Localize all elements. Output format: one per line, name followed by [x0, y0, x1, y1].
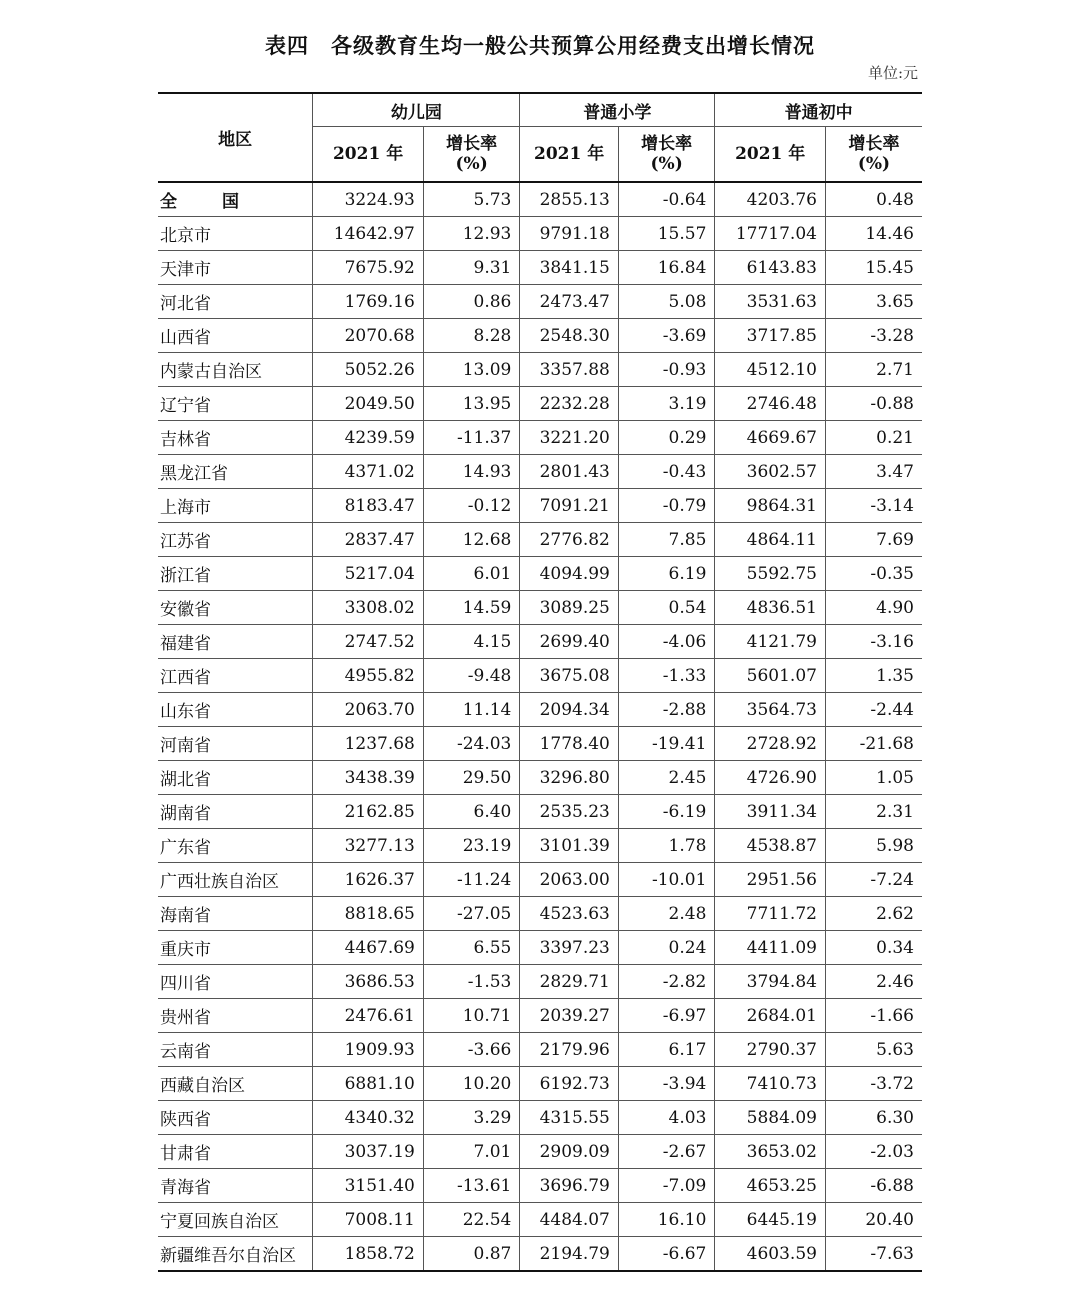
kindergarten-value-cell: 2070.68	[313, 319, 424, 353]
junior-middle-value-cell: 4512.10	[715, 353, 826, 387]
table-row	[158, 1033, 922, 1067]
primary-school-value-cell: 2801.43	[520, 455, 619, 489]
primary-school-rate-cell: 1.78	[618, 829, 715, 863]
kindergarten-value-cell: 1909.93	[313, 1033, 424, 1067]
primary-school-value-cell: 2194.79	[520, 1237, 619, 1272]
junior-middle-value-cell: 2684.01	[715, 999, 826, 1033]
junior-middle-value-cell: 5592.75	[715, 557, 826, 591]
primary-school-rate-cell: 0.24	[618, 931, 715, 965]
kindergarten-value-cell: 2747.52	[313, 625, 424, 659]
primary-school-rate-cell: -0.64	[618, 182, 715, 217]
kindergarten-rate-cell: 22.54	[423, 1203, 520, 1237]
table-body	[158, 182, 922, 1271]
table-row	[158, 727, 922, 761]
junior-middle-value-cell: 2951.56	[715, 863, 826, 897]
table-row	[158, 421, 922, 455]
primary-school-value-cell: 4523.63	[520, 897, 619, 931]
kindergarten-rate-cell: -0.12	[423, 489, 520, 523]
primary-school-rate-cell: 3.19	[618, 387, 715, 421]
primary-school-rate-cell: -0.43	[618, 455, 715, 489]
kindergarten-rate-cell: -27.05	[423, 897, 520, 931]
primary-school-value-cell: 9791.18	[520, 217, 619, 251]
junior-middle-rate-cell: -0.88	[825, 387, 922, 421]
region-cell: 浙江省	[158, 557, 313, 591]
junior-middle-rate-cell: 14.46	[825, 217, 922, 251]
region-cell: 内蒙古自治区	[158, 353, 313, 387]
kindergarten-rate-cell: 14.59	[423, 591, 520, 625]
kindergarten-value-cell: 4467.69	[313, 931, 424, 965]
primary-school-value-cell: 2063.00	[520, 863, 619, 897]
primary-school-rate-cell: 5.08	[618, 285, 715, 319]
junior-middle-value-cell: 3531.63	[715, 285, 826, 319]
junior-middle-rate-cell: 1.05	[825, 761, 922, 795]
junior-middle-rate-cell: 5.98	[825, 829, 922, 863]
kindergarten-value-cell: 8183.47	[313, 489, 424, 523]
kindergarten-value-cell: 4239.59	[313, 421, 424, 455]
junior-middle-value-cell: 4411.09	[715, 931, 826, 965]
primary-school-value-cell: 3675.08	[520, 659, 619, 693]
primary-school-rate-cell: -7.09	[618, 1169, 715, 1203]
junior-middle-year-header: 2021 年	[715, 127, 826, 183]
kindergarten-value-cell: 7008.11	[313, 1203, 424, 1237]
junior-middle-value-cell: 2746.48	[715, 387, 826, 421]
region-cell: 辽宁省	[158, 387, 313, 421]
junior-middle-value-cell: 2728.92	[715, 727, 826, 761]
kindergarten-rate-cell: -13.61	[423, 1169, 520, 1203]
junior-middle-value-cell: 3602.57	[715, 455, 826, 489]
junior-middle-value-cell: 4538.87	[715, 829, 826, 863]
junior-middle-rate-cell: -3.72	[825, 1067, 922, 1101]
kindergarten-rate-cell: 12.93	[423, 217, 520, 251]
junior-middle-value-cell: 3717.85	[715, 319, 826, 353]
primary-school-value-cell: 2776.82	[520, 523, 619, 557]
kindergarten-rate-cell: 14.93	[423, 455, 520, 489]
junior-middle-rate-cell: 1.35	[825, 659, 922, 693]
junior-middle-rate-cell: 0.34	[825, 931, 922, 965]
table-header	[158, 93, 922, 182]
primary-school-value-cell: 3221.20	[520, 421, 619, 455]
kindergarten-group-header: 幼儿园	[313, 93, 520, 127]
region-cell: 天津市	[158, 251, 313, 285]
region-cell: 安徽省	[158, 591, 313, 625]
junior-middle-value-cell: 7410.73	[715, 1067, 826, 1101]
junior-middle-value-cell: 4653.25	[715, 1169, 826, 1203]
table-row	[158, 965, 922, 999]
junior-middle-value-cell: 4836.51	[715, 591, 826, 625]
kindergarten-value-cell: 1769.16	[313, 285, 424, 319]
primary-school-rate-cell: -4.06	[618, 625, 715, 659]
primary-school-rate-cell: 15.57	[618, 217, 715, 251]
primary-school-rate-cell: -3.69	[618, 319, 715, 353]
table-row	[158, 625, 922, 659]
region-cell: 宁夏回族自治区	[158, 1203, 313, 1237]
primary-school-value-cell: 3101.39	[520, 829, 619, 863]
kindergarten-rate-cell: -11.24	[423, 863, 520, 897]
region-cell: 重庆市	[158, 931, 313, 965]
table-row	[158, 659, 922, 693]
primary-school-rate-cell: -2.88	[618, 693, 715, 727]
primary-school-value-cell: 2829.71	[520, 965, 619, 999]
kindergarten-value-cell: 14642.97	[313, 217, 424, 251]
primary-school-value-cell: 2473.47	[520, 285, 619, 319]
table-row	[158, 251, 922, 285]
junior-middle-rate-cell: -0.35	[825, 557, 922, 591]
table-row	[158, 1203, 922, 1237]
junior-middle-value-cell: 4203.76	[715, 182, 826, 217]
primary-school-value-cell: 1778.40	[520, 727, 619, 761]
kindergarten-value-cell: 3308.02	[313, 591, 424, 625]
junior-middle-rate-cell: -3.28	[825, 319, 922, 353]
region-cell: 广东省	[158, 829, 313, 863]
junior-middle-rate-header: 增长率 (%)	[825, 127, 922, 183]
kindergarten-rate-cell: 0.86	[423, 285, 520, 319]
kindergarten-value-cell: 2476.61	[313, 999, 424, 1033]
kindergarten-rate-cell: 23.19	[423, 829, 520, 863]
primary-school-value-cell: 4315.55	[520, 1101, 619, 1135]
kindergarten-value-cell: 3686.53	[313, 965, 424, 999]
primary-school-rate-cell: 2.45	[618, 761, 715, 795]
table-row	[158, 863, 922, 897]
table-row	[158, 795, 922, 829]
junior-middle-value-cell: 17717.04	[715, 217, 826, 251]
primary-school-value-cell: 2548.30	[520, 319, 619, 353]
kindergarten-value-cell: 2837.47	[313, 523, 424, 557]
table-row	[158, 897, 922, 931]
junior-middle-value-cell: 9864.31	[715, 489, 826, 523]
junior-middle-value-cell: 3653.02	[715, 1135, 826, 1169]
primary-school-rate-cell: 0.54	[618, 591, 715, 625]
region-cell: 黑龙江省	[158, 455, 313, 489]
table-row	[158, 182, 922, 217]
kindergarten-value-cell: 6881.10	[313, 1067, 424, 1101]
kindergarten-rate-cell: 8.28	[423, 319, 520, 353]
kindergarten-rate-cell: -24.03	[423, 727, 520, 761]
kindergarten-value-cell: 3037.19	[313, 1135, 424, 1169]
region-cell: 西藏自治区	[158, 1067, 313, 1101]
kindergarten-value-cell: 4340.32	[313, 1101, 424, 1135]
junior-middle-value-cell: 6143.83	[715, 251, 826, 285]
region-cell: 上海市	[158, 489, 313, 523]
unit-label: 单位:元	[867, 64, 918, 82]
junior-middle-rate-cell: -2.44	[825, 693, 922, 727]
primary-school-value-cell: 3296.80	[520, 761, 619, 795]
junior-middle-value-cell: 5884.09	[715, 1101, 826, 1135]
primary-school-rate-cell: -0.93	[618, 353, 715, 387]
kindergarten-rate-cell: -9.48	[423, 659, 520, 693]
primary-school-value-cell: 2855.13	[520, 182, 619, 217]
junior-middle-value-cell: 3564.73	[715, 693, 826, 727]
kindergarten-value-cell: 7675.92	[313, 251, 424, 285]
table-row	[158, 353, 922, 387]
kindergarten-rate-cell: 10.71	[423, 999, 520, 1033]
primary-school-rate-cell: -6.19	[618, 795, 715, 829]
table-row	[158, 1237, 922, 1272]
primary-school-rate-cell: -1.33	[618, 659, 715, 693]
region-cell: 江西省	[158, 659, 313, 693]
region-cell: 广西壮族自治区	[158, 863, 313, 897]
junior-middle-value-cell: 4121.79	[715, 625, 826, 659]
table-row	[158, 829, 922, 863]
primary-school-value-cell: 3841.15	[520, 251, 619, 285]
kindergarten-value-cell: 3438.39	[313, 761, 424, 795]
kindergarten-rate-cell: 3.29	[423, 1101, 520, 1135]
table-row	[158, 557, 922, 591]
primary-school-rate-cell: -0.79	[618, 489, 715, 523]
region-cell: 河北省	[158, 285, 313, 319]
kindergarten-value-cell: 5052.26	[313, 353, 424, 387]
junior-middle-rate-cell: 2.46	[825, 965, 922, 999]
junior-middle-value-cell: 7711.72	[715, 897, 826, 931]
kindergarten-rate-header: 增长率 (%)	[423, 127, 520, 183]
primary-school-rate-cell: -10.01	[618, 863, 715, 897]
junior-middle-value-cell: 3794.84	[715, 965, 826, 999]
primary-school-rate-cell: 16.84	[618, 251, 715, 285]
junior-middle-rate-cell: -1.66	[825, 999, 922, 1033]
kindergarten-rate-cell: 6.01	[423, 557, 520, 591]
junior-middle-value-cell: 4603.59	[715, 1237, 826, 1272]
junior-middle-rate-cell: -21.68	[825, 727, 922, 761]
table-row	[158, 693, 922, 727]
kindergarten-value-cell: 2049.50	[313, 387, 424, 421]
kindergarten-value-cell: 4371.02	[313, 455, 424, 489]
primary-school-value-cell: 2039.27	[520, 999, 619, 1033]
table-row	[158, 319, 922, 353]
primary-school-year-header: 2021 年	[520, 127, 619, 183]
primary-school-value-cell: 2179.96	[520, 1033, 619, 1067]
junior-middle-rate-cell: 15.45	[825, 251, 922, 285]
junior-middle-value-cell: 3911.34	[715, 795, 826, 829]
junior-middle-rate-cell: 5.63	[825, 1033, 922, 1067]
kindergarten-value-cell: 1858.72	[313, 1237, 424, 1272]
primary-school-value-cell: 4484.07	[520, 1203, 619, 1237]
junior-middle-value-cell: 4864.11	[715, 523, 826, 557]
kindergarten-value-cell: 2162.85	[313, 795, 424, 829]
region-cell: 青海省	[158, 1169, 313, 1203]
junior-middle-value-cell: 4726.90	[715, 761, 826, 795]
primary-school-group-header: 普通小学	[520, 93, 715, 127]
table-row	[158, 523, 922, 557]
junior-middle-rate-cell: -3.16	[825, 625, 922, 659]
table-row	[158, 931, 922, 965]
junior-middle-value-cell: 5601.07	[715, 659, 826, 693]
table-row	[158, 761, 922, 795]
junior-middle-rate-cell: -2.03	[825, 1135, 922, 1169]
primary-school-rate-cell: -6.97	[618, 999, 715, 1033]
kindergarten-rate-cell: 5.73	[423, 182, 520, 217]
primary-school-value-cell: 3397.23	[520, 931, 619, 965]
primary-school-rate-cell: 6.19	[618, 557, 715, 591]
primary-school-rate-cell: -2.67	[618, 1135, 715, 1169]
primary-school-value-cell: 2232.28	[520, 387, 619, 421]
region-cell: 山东省	[158, 693, 313, 727]
primary-school-rate-cell: -6.67	[618, 1237, 715, 1272]
primary-school-value-cell: 6192.73	[520, 1067, 619, 1101]
kindergarten-value-cell: 4955.82	[313, 659, 424, 693]
kindergarten-rate-cell: 9.31	[423, 251, 520, 285]
kindergarten-value-cell: 3224.93	[313, 182, 424, 217]
primary-school-rate-cell: 0.29	[618, 421, 715, 455]
region-cell: 湖南省	[158, 795, 313, 829]
region-cell: 新疆维吾尔自治区	[158, 1237, 313, 1272]
primary-school-rate-cell: -19.41	[618, 727, 715, 761]
primary-school-rate-cell: 16.10	[618, 1203, 715, 1237]
table-row	[158, 1067, 922, 1101]
table-row	[158, 387, 922, 421]
kindergarten-rate-cell: 6.40	[423, 795, 520, 829]
primary-school-value-cell: 2094.34	[520, 693, 619, 727]
region-cell: 山西省	[158, 319, 313, 353]
kindergarten-value-cell: 5217.04	[313, 557, 424, 591]
kindergarten-rate-cell: -3.66	[423, 1033, 520, 1067]
expenditure-table	[158, 92, 922, 1272]
kindergarten-rate-cell: -11.37	[423, 421, 520, 455]
region-cell: 甘肃省	[158, 1135, 313, 1169]
junior-middle-rate-cell: 3.65	[825, 285, 922, 319]
junior-middle-value-cell: 2790.37	[715, 1033, 826, 1067]
primary-school-rate-cell: 2.48	[618, 897, 715, 931]
junior-middle-rate-cell: -6.88	[825, 1169, 922, 1203]
table-row	[158, 217, 922, 251]
junior-middle-rate-cell: 2.31	[825, 795, 922, 829]
region-cell: 全 国	[158, 182, 313, 217]
primary-school-rate-header: 增长率 (%)	[618, 127, 715, 183]
kindergarten-rate-cell: 11.14	[423, 693, 520, 727]
junior-middle-rate-cell: 3.47	[825, 455, 922, 489]
primary-school-rate-cell: 7.85	[618, 523, 715, 557]
table-row	[158, 1169, 922, 1203]
kindergarten-rate-cell: 10.20	[423, 1067, 520, 1101]
primary-school-rate-cell: 4.03	[618, 1101, 715, 1135]
region-cell: 海南省	[158, 897, 313, 931]
junior-middle-rate-cell: -7.24	[825, 863, 922, 897]
junior-middle-value-cell: 4669.67	[715, 421, 826, 455]
region-cell: 云南省	[158, 1033, 313, 1067]
junior-middle-group-header: 普通初中	[715, 93, 922, 127]
primary-school-value-cell: 4094.99	[520, 557, 619, 591]
kindergarten-rate-cell: -1.53	[423, 965, 520, 999]
region-cell: 陕西省	[158, 1101, 313, 1135]
table-row	[158, 1101, 922, 1135]
region-cell: 吉林省	[158, 421, 313, 455]
primary-school-value-cell: 2699.40	[520, 625, 619, 659]
region-cell: 福建省	[158, 625, 313, 659]
table-row	[158, 455, 922, 489]
region-cell: 北京市	[158, 217, 313, 251]
primary-school-value-cell: 2909.09	[520, 1135, 619, 1169]
table-row	[158, 285, 922, 319]
kindergarten-year-header: 2021 年	[313, 127, 424, 183]
region-column-header: 地区	[158, 93, 313, 182]
kindergarten-rate-cell: 4.15	[423, 625, 520, 659]
junior-middle-rate-cell: 4.90	[825, 591, 922, 625]
kindergarten-value-cell: 1237.68	[313, 727, 424, 761]
kindergarten-value-cell: 3277.13	[313, 829, 424, 863]
kindergarten-rate-cell: 12.68	[423, 523, 520, 557]
region-cell: 四川省	[158, 965, 313, 999]
primary-school-rate-cell: 6.17	[618, 1033, 715, 1067]
region-cell: 湖北省	[158, 761, 313, 795]
junior-middle-value-cell: 6445.19	[715, 1203, 826, 1237]
kindergarten-value-cell: 3151.40	[313, 1169, 424, 1203]
kindergarten-rate-cell: 13.95	[423, 387, 520, 421]
junior-middle-rate-cell: 6.30	[825, 1101, 922, 1135]
kindergarten-value-cell: 8818.65	[313, 897, 424, 931]
junior-middle-rate-cell: -3.14	[825, 489, 922, 523]
primary-school-rate-cell: -3.94	[618, 1067, 715, 1101]
primary-school-value-cell: 3089.25	[520, 591, 619, 625]
primary-school-value-cell: 7091.21	[520, 489, 619, 523]
kindergarten-rate-cell: 6.55	[423, 931, 520, 965]
junior-middle-rate-cell: -7.63	[825, 1237, 922, 1272]
primary-school-rate-cell: -2.82	[618, 965, 715, 999]
region-cell: 江苏省	[158, 523, 313, 557]
kindergarten-value-cell: 2063.70	[313, 693, 424, 727]
junior-middle-rate-cell: 2.62	[825, 897, 922, 931]
region-cell: 贵州省	[158, 999, 313, 1033]
kindergarten-rate-cell: 7.01	[423, 1135, 520, 1169]
kindergarten-value-cell: 1626.37	[313, 863, 424, 897]
junior-middle-rate-cell: 0.21	[825, 421, 922, 455]
primary-school-value-cell: 3357.88	[520, 353, 619, 387]
primary-school-value-cell: 2535.23	[520, 795, 619, 829]
region-cell: 河南省	[158, 727, 313, 761]
junior-middle-rate-cell: 0.48	[825, 182, 922, 217]
kindergarten-rate-cell: 13.09	[423, 353, 520, 387]
kindergarten-rate-cell: 0.87	[423, 1237, 520, 1272]
table-row	[158, 591, 922, 625]
kindergarten-rate-cell: 29.50	[423, 761, 520, 795]
table-row	[158, 1135, 922, 1169]
junior-middle-rate-cell: 7.69	[825, 523, 922, 557]
junior-middle-rate-cell: 2.71	[825, 353, 922, 387]
junior-middle-rate-cell: 20.40	[825, 1203, 922, 1237]
table-title: 表四 各级教育生均一般公共预算公用经费支出增长情况	[265, 34, 815, 58]
primary-school-value-cell: 3696.79	[520, 1169, 619, 1203]
table-row	[158, 999, 922, 1033]
table-row	[158, 489, 922, 523]
